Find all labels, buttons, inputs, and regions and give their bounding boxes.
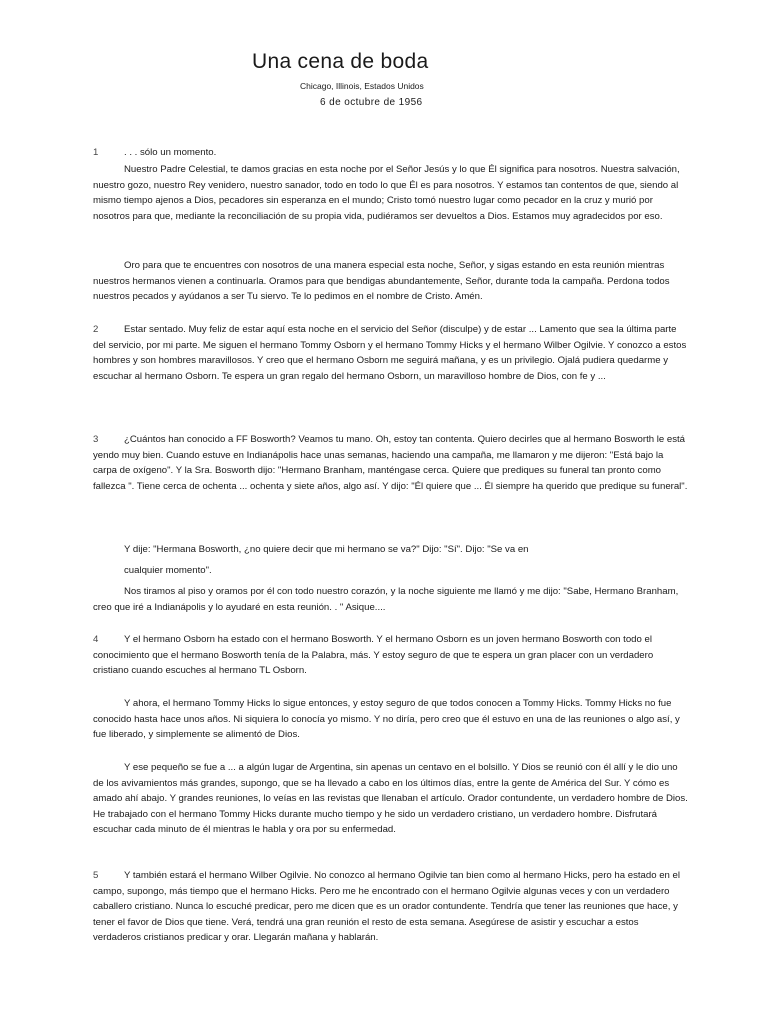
document-title: Una cena de boda [252, 50, 429, 73]
paragraph-number: 1 [93, 147, 99, 158]
paragraph-text: Y también estará el hermano Wilber Ogilvie. No conozco al hermano Ogilvie tan bien como al hermano Hicks, pero ha estado en el campo, supongo, más tiempo que el hermano Hicks. Pero me he encontrado con el hermano Ogilvie algunas veces y con un verdadero caballero cristiano. Nunca lo escuché predicar, pero me dicen que es un orador contundente. Tendría que tener las reuniones que hace, y tener el favor de Dios que tiene. Verá, tendrá una gran reunión el resto de esta semana. Asegúrese de asistir y escuchar a estos verdaderos cristianos predicar y orar. Llegarán mañana y hablarán. [93, 870, 681, 943]
paragraph-4 [93, 632, 689, 679]
paragraph-number: 2 [93, 324, 99, 335]
paragraph-text: Nos tiramos al piso y oramos por él con todo nuestro corazón, y la noche siguiente me llamó y me dijo: "Sabe, Hermano Branham, creo que iré a Indianápolis y lo ayudaré en esta reunión. . " Asique.... [93, 586, 679, 613]
paragraph-number: 3 [93, 434, 99, 445]
paragraph-3 [93, 432, 689, 494]
paragraph-text: Y ahora, el hermano Tommy Hicks lo sigue entonces, y estoy seguro de que todos conocen a Tommy Hicks. Tommy Hicks no fue conocido hasta hace unos años. Ni siquiera lo conocía yo mismo. Y no diría, pero creo que él estuvo en una de las reuniones o algo así, y fue liberado, y simplemente se alimentó de Dios. [93, 698, 680, 740]
paragraph-text: Nuestro Padre Celestial, te damos gracias en esta noche por el Señor Jesús y lo que Él significa para nosotros. Nuestra salvación, nuestro gozo, nuestro Rey venidero, nuestro sanador, todo en todo lo que Él es para nosotros. Y estamos tan contentos de que, siendo al mismo tiempo ajenos a Dios, pecadores sin esperanza en el mundo; Cristo tomó nuestro lugar como pecador en la cruz y murió por nosotros para que, mediante la reconciliación de su propia vida, pudiéramos ser devueltos a Dios. Estamos muy agradecidos por eso. [93, 164, 680, 222]
paragraph-dialog-2: cualquier momento". [124, 565, 212, 576]
paragraph-text: . . . sólo un momento. [124, 147, 217, 158]
paragraph-hicks-2 [93, 760, 689, 838]
paragraph-1 [93, 145, 689, 161]
paragraph-text: Oro para que te encuentres con nosotros de una manera especial esta noche, Señor, y sigas estando en esta reunión mientras nuestros hermanos vienen a continuarla. Oramos para que bendigas abundantemente, Señor, durante toda la campaña. Perdona todos nuestros pecados y ayúdanos a ser Tu siervo. Te lo pedimos en el nombre de Cristo. Amén. [93, 260, 670, 302]
paragraph-text: Estar sentado. Muy feliz de estar aquí esta noche en el servicio del Señor (disculpe) y de estar ... Lamento que sea la última parte del servicio, por mi parte. Me siguen el hermano Tommy Osborn y el hermano Tommy Hicks y el hermano Wilber Ogilvie. Y conozco a estos hombres y son hombres maravillosos. Y creo que el hermano Osborn me seguirá mañana, y es un privilegio. Ojalá pudiera quedarme y escuchar al hermano Osborn. Te espera un gran regalo del hermano Osborn, un maravilloso hombre de Dios, con fe y ... [93, 324, 687, 382]
paragraph-dialog-3 [93, 584, 689, 615]
paragraph-prayer-1 [93, 162, 689, 224]
paragraph-2 [93, 322, 689, 384]
paragraph-number: 4 [93, 634, 99, 645]
paragraph-text: Y ese pequeño se fue a ... a algún lugar de Argentina, sin apenas un centavo en el bolsillo. Y Dios se reunió con él allí y le dio uno de los avivamientos más grandes, supongo, que se ha llevado a cabo en los últimos días, entre la gente de América del Sur. Y cómo es amado ahí abajo. Y grandes reuniones, lo veías en las revistas que llenaban el artículo. Orador contundente, un verdadero hombre de Dios. He trabajado con el hermano Tommy Hicks durante mucho tiempo y he sido un verdadero cristiano, un verdadero hombre. Disfrutará escuchar cada minuto de él mientras le habla y ora por su enfermedad. [93, 762, 688, 835]
paragraph-prayer-2 [93, 258, 689, 305]
paragraph-text: Y el hermano Osborn ha estado con el hermano Bosworth. Y el hermano Osborn es un joven hermano Bosworth con todo el conocimiento que el hermano Bosworth tenía de la Palabra, más. Y estoy seguro de que te espera un gran placer con un verdadero cristiano cuando escuches al hermano TL Osborn. [93, 634, 654, 676]
document-date: 6 de octubre de 1956 [320, 97, 423, 108]
paragraph-5 [93, 868, 689, 946]
paragraph-text: ¿Cuántos han conocido a FF Bosworth? Veamos tu mano. Oh, estoy tan contenta. Quiero decirles que al hermano Bosworth le está yendo muy bien. Cuando estuve en Indianápolis hace unas semanas, haciendo una campaña, me llamaron y me dijeron: "Está bajo la carpa de oxígeno". Y la Sra. Bosworth dijo: "Hermano Branham, manténgase cerca. Quiere que prediques su funeral tan pronto como fallezca ". Tiene cerca de ochenta ... ochenta y siete años, algo así. Y dijo: "Él quiere que ... Él siempre ha querido que predique su funeral". [93, 434, 688, 492]
paragraph-hicks-1 [93, 696, 689, 743]
document-location: Chicago, Illinois, Estados Unidos [300, 81, 424, 91]
paragraph-number: 5 [93, 870, 99, 881]
paragraph-dialog-1: Y dije: "Hermana Bosworth, ¿no quiere decir que mi hermano se va?" Dijo: "Sí". Dijo: "Se va en [124, 544, 529, 555]
